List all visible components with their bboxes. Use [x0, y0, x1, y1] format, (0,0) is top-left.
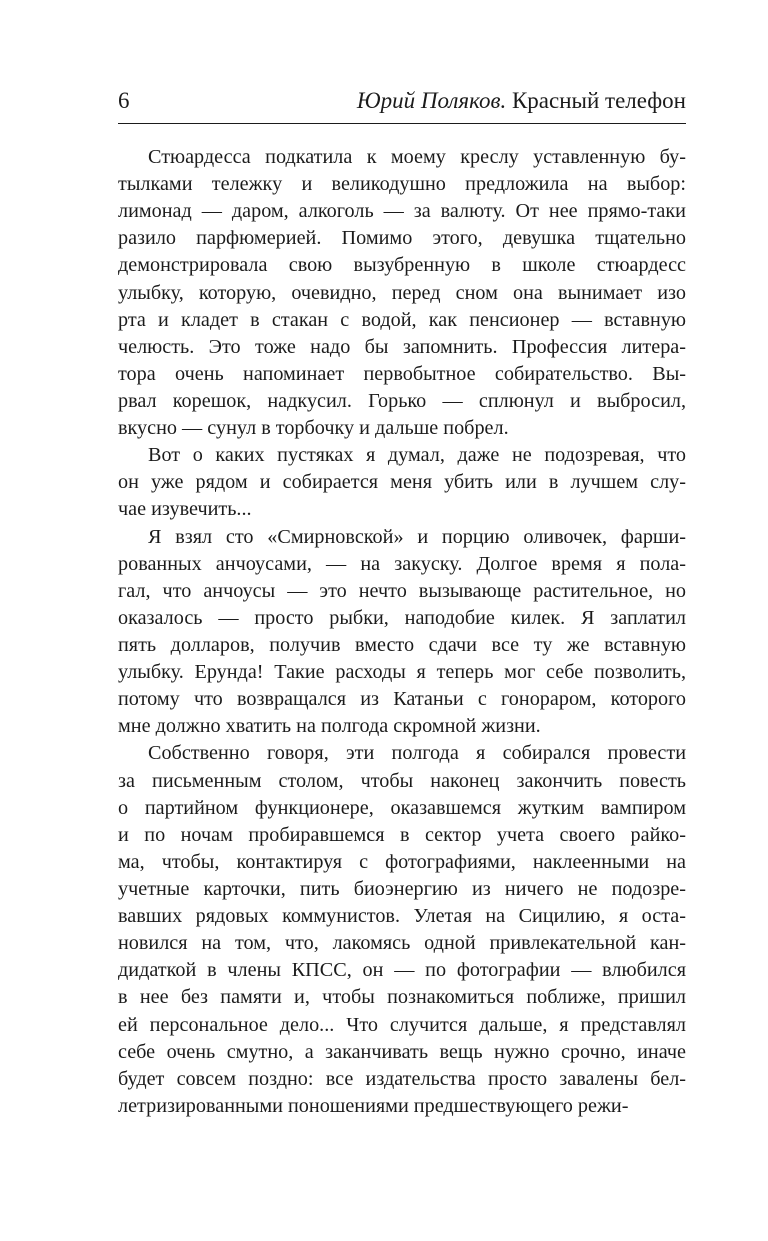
header-rule — [118, 123, 686, 124]
text-line: он уже рядом и собирается меня убить или в лучшем слу- — [118, 471, 686, 494]
text-line: в нее без памяти и, чтобы познакомиться поближе, пришил — [118, 986, 686, 1009]
text-line: потому что возвращался из Катаньи с гонораром, которого — [118, 688, 686, 711]
text-line: чае изувечить... — [118, 498, 252, 521]
text-line: летризированными поношениями предшествующего режи- — [118, 1094, 629, 1117]
text-line: тылками тележку и великодушно предложила на выбор: — [118, 173, 686, 196]
text-line: учетные карточки, пить биоэнергию из ничего не подозре- — [118, 877, 686, 900]
text-line: улыбку. Ерунда! Такие расходы я теперь мог себе позволить, — [118, 661, 686, 684]
text-line: за письменным столом, чтобы наконец закончить повесть — [118, 769, 686, 792]
paragraph — [118, 442, 686, 523]
running-head — [357, 86, 686, 116]
text-line: новился на том, что, лакомясь одной привлекательной кан- — [118, 932, 686, 955]
page-number: 6 — [118, 88, 130, 113]
text-line: улыбку, которую, очевидно, перед сном она вынимает изо — [118, 281, 686, 304]
paragraph — [118, 740, 686, 1120]
text-line: тора очень напоминает первобытное собирательство. Вы- — [118, 362, 686, 385]
text-line: оказалось — просто рыбки, наподобие килек. Я заплатил — [118, 606, 686, 629]
paragraph — [118, 144, 686, 442]
running-header — [118, 86, 686, 120]
body-text — [118, 144, 686, 1120]
text-line: дидаткой в члены КПСС, он — по фотографии — влюбился — [118, 959, 686, 982]
text-line: челюсть. Это тоже надо бы запомнить. Профессия литера- — [118, 335, 686, 358]
text-line: Стюардесса подкатила к моему креслу уставленную бу- — [148, 146, 686, 168]
text-line: рвал корешок, надкусил. Горько — сплюнул и выбросил, — [118, 389, 686, 412]
text-line: вкусно — сунул в торбочку и дальше побрел. — [118, 417, 509, 440]
text-line: пять долларов, получив вместо сдачи все ту же вставную — [118, 633, 686, 656]
text-line: ей персональное дело... Что случится дальше, я представлял — [118, 1013, 686, 1036]
text-line: рованных анчоусами, — на закуску. Долгое время я пола- — [118, 552, 686, 575]
text-line: вавших рядовых коммунистов. Улетая на Сицилию, я оста- — [118, 905, 686, 928]
text-line: разило парфюмерией. Помимо этого, девушка тщательно — [118, 227, 686, 250]
text-line: себе очень смутно, а заканчивать вещь нужно срочно, иначе — [118, 1040, 686, 1063]
text-line: мне должно хватить на полгода скромной жизни. — [118, 715, 541, 738]
text-line: Собственно говоря, эти полгода я собирался провести — [148, 742, 686, 765]
text-line: Вот о каких пустяках я думал, даже не подозревая, что — [148, 444, 686, 467]
text-line: демонстрировала свою вызубренную в школе стюардесс — [118, 254, 686, 277]
text-line: лимонад — даром, алкоголь — за валюту. От нее прямо-таки — [118, 200, 686, 223]
book-author: Юрий Поляков. — [356, 88, 507, 113]
text-line: гал, что анчоусы — это нечто вызывающе растительное, но — [118, 579, 686, 602]
text-line: и по ночам пробиравшемся в сектор учета своего райко- — [118, 823, 686, 846]
paragraph — [118, 524, 686, 741]
text-line: будет совсем поздно: все издательства просто завалены бел- — [118, 1067, 686, 1090]
text-line: о партийном функционере, оказавшемся жутким вампиром — [118, 796, 686, 819]
text-line: рта и кладет в стакан с водой, как пенсионер — вставную — [118, 308, 686, 331]
text-line: ма, чтобы, контактируя с фотографиями, наклеенными на — [118, 850, 686, 873]
book-title: Красный телефон — [511, 88, 686, 113]
text-line: Я взял сто «Смирновской» и порцию оливочек, фарши- — [148, 525, 686, 548]
